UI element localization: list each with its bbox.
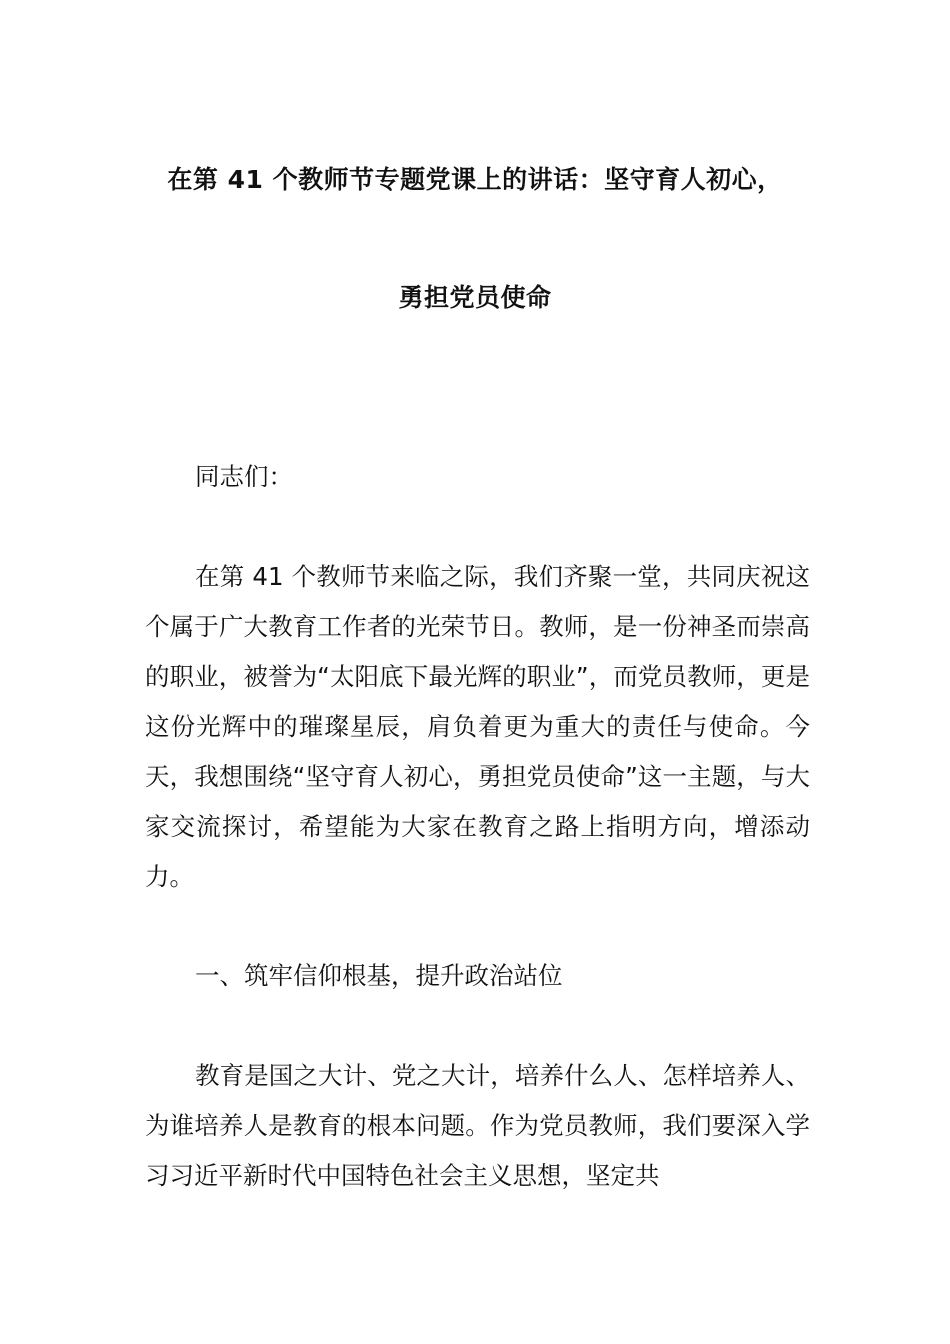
paragraph-section-1: 教育是国之大计、党之大计，培养什么人、怎样培养人、为谁培养人是教育的根本问题。作为党员教师，我们要深入学习习近平新时代中国特色社会主义思想，坚定共 xyxy=(145,1061,810,1190)
section-heading-1: 一、筑牢信仰根基，提升政治站位 xyxy=(195,961,563,990)
salutation: 同志们： xyxy=(195,462,293,491)
document-title-line-1: 在第 41 个教师节专题党课上的讲话：坚守育人初心， xyxy=(167,165,783,194)
paragraph-opening: 在第 41 个教师节来临之际，我们齐聚一堂，共同庆祝这个属于广大教育工作者的光荣节日。教师，是一份神圣而崇高的职业，被誉为“太阳底下最光辉的职业”，而党员教师，更是这份光辉中的璀璨星辰，肩负着更为重大的责任与使命。今天，我想围绕“坚守育人初心，勇担党员使命”这一主题，与大家交流探讨，希望能为大家在教育之路上指明方向，增添动力。 xyxy=(145,562,810,891)
document-title-line-2: 勇担党员使命 xyxy=(398,283,552,312)
